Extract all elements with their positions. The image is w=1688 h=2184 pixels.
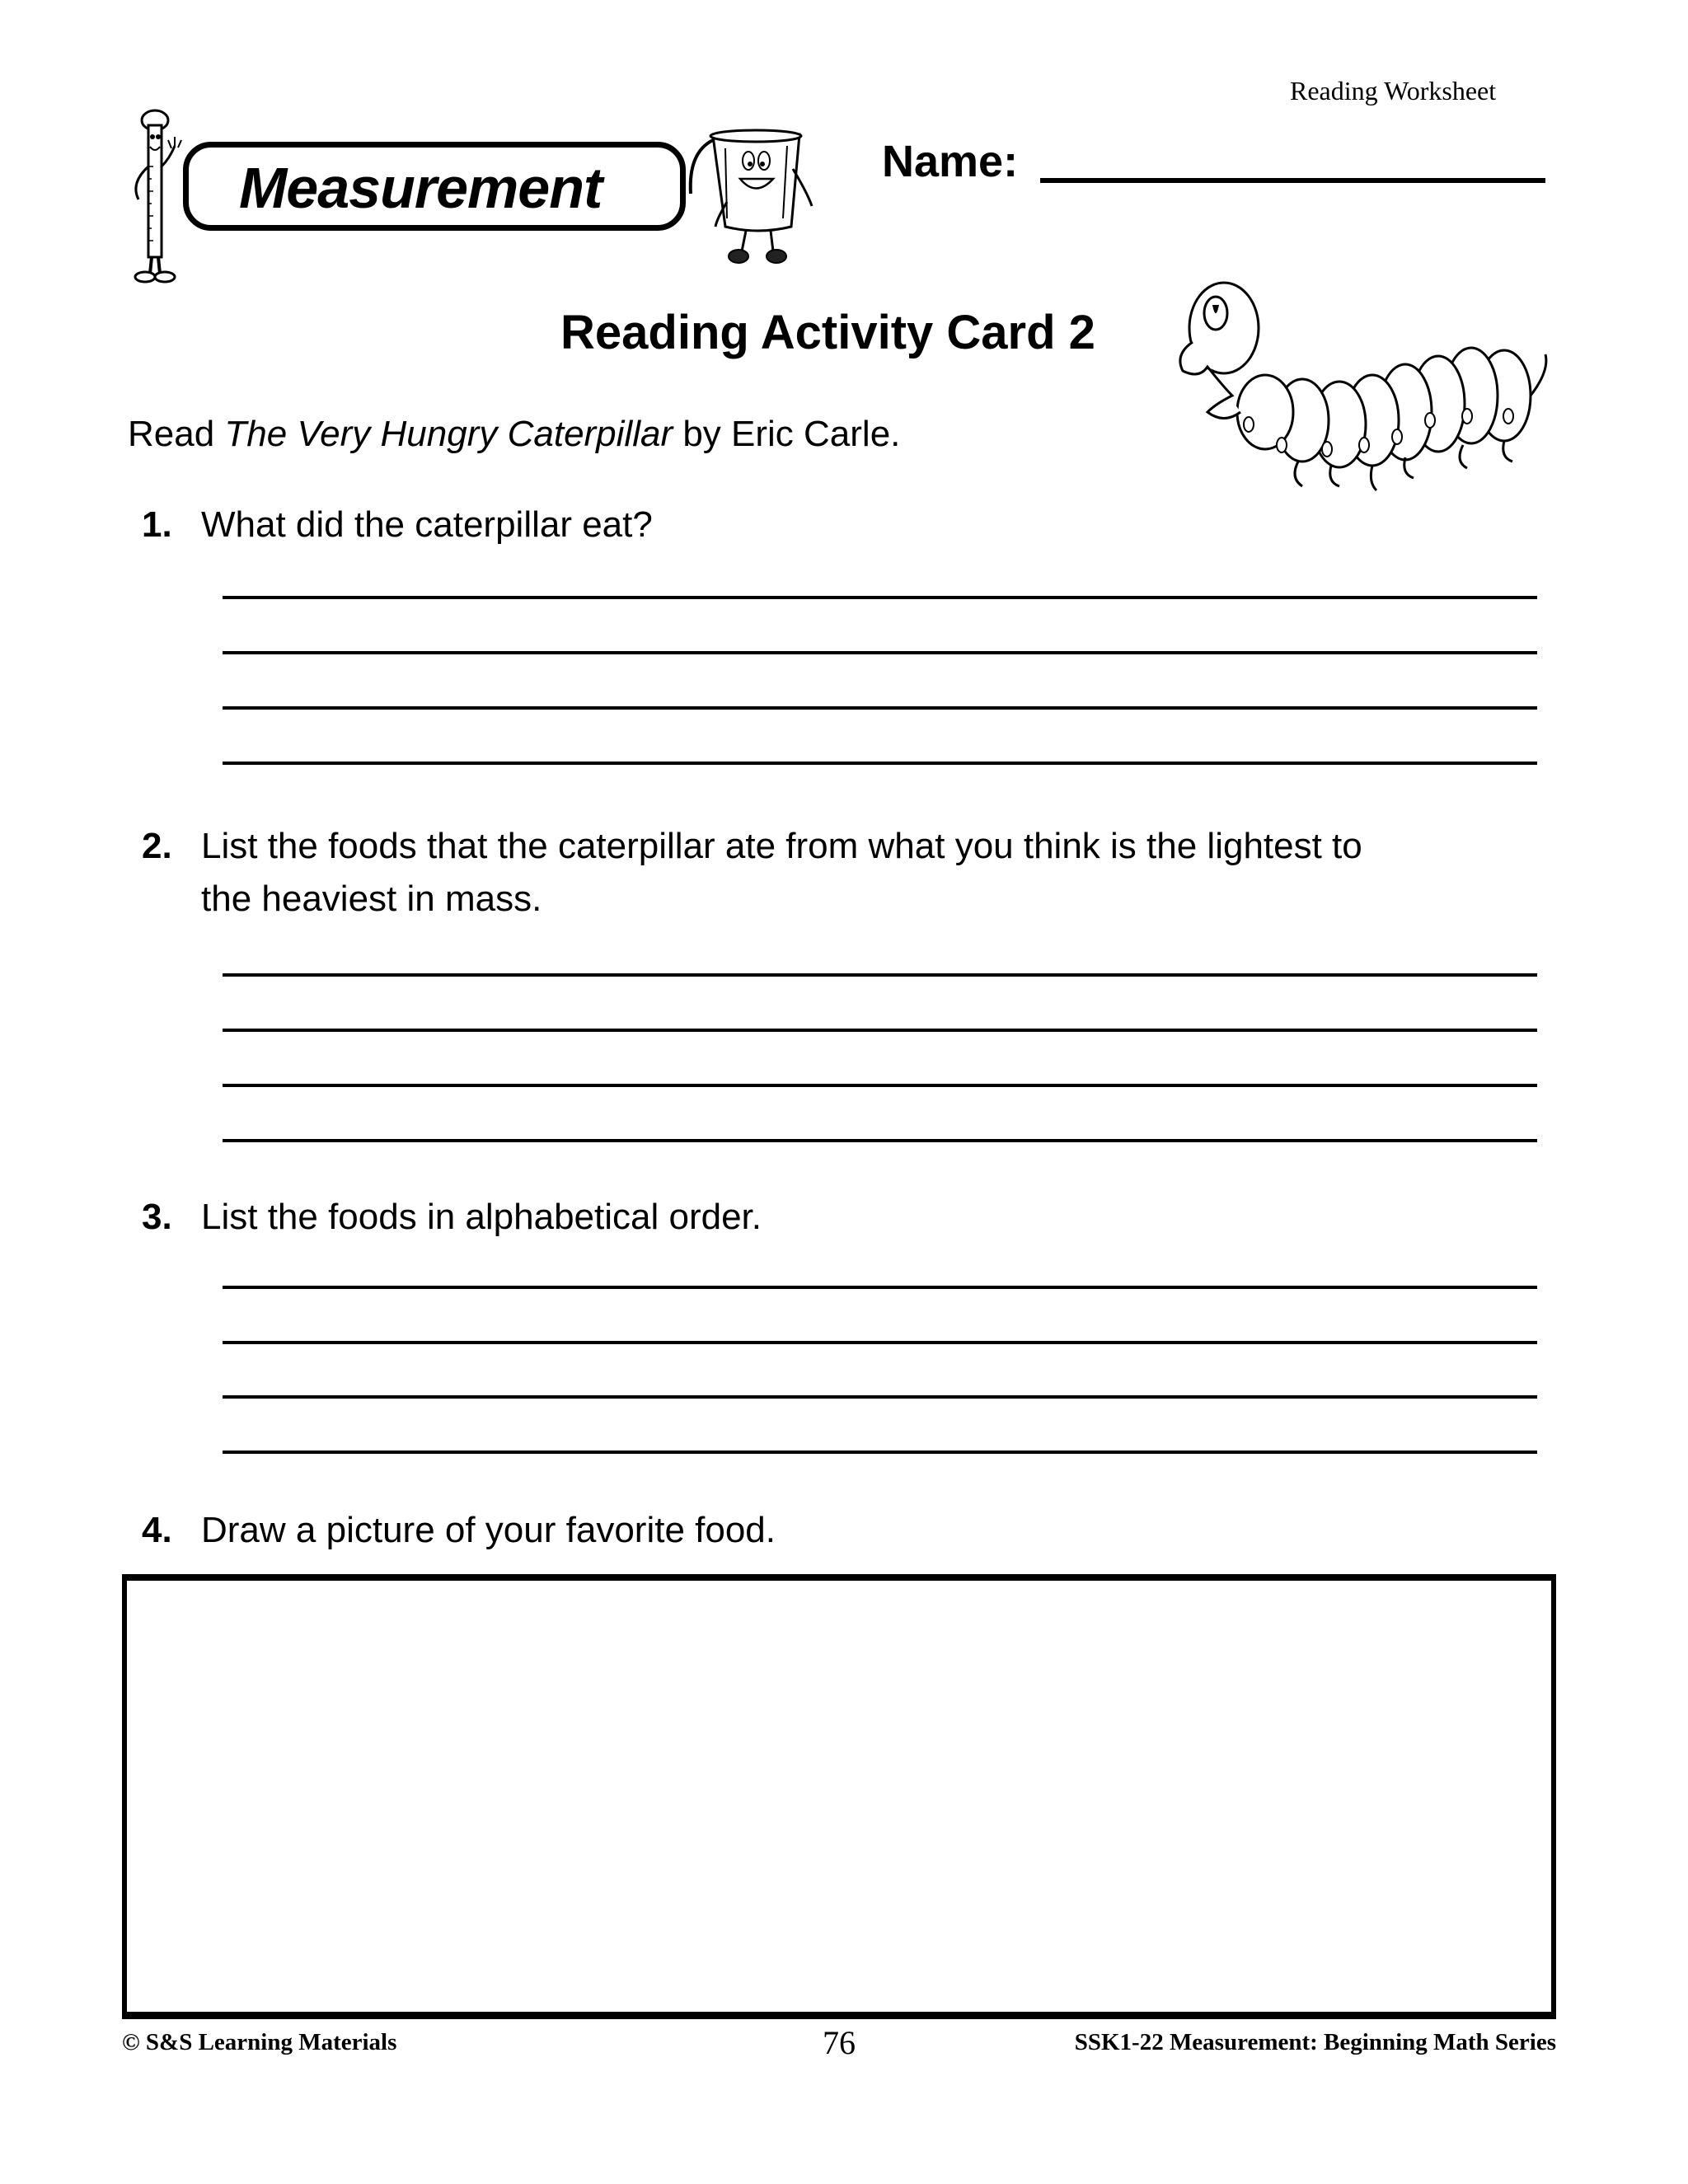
answer-line-q1-4[interactable] [223, 762, 1537, 765]
answer-line-q2-1[interactable] [223, 973, 1537, 977]
question-number: 2. [142, 826, 172, 866]
answer-line-q3-3[interactable] [223, 1395, 1537, 1399]
answer-line-q3-1[interactable] [223, 1286, 1537, 1289]
question-number: 3. [142, 1197, 172, 1237]
answer-line-q2-2[interactable] [223, 1029, 1537, 1032]
intro-instruction [128, 414, 900, 455]
question-2 [142, 826, 1559, 920]
question-text: List the foods in alphabetical order. [201, 1197, 762, 1237]
answer-line-q2-4[interactable] [223, 1139, 1537, 1142]
intro-suffix: by Eric Carle. [673, 414, 901, 454]
measuring-cup-character-icon [676, 128, 832, 272]
footer-series: SSK1-22 Measurement: Beginning Math Series [1074, 2029, 1556, 2055]
book-title: The Very Hungry Caterpillar [224, 414, 673, 454]
question-number: 4. [142, 1510, 172, 1550]
question-text-continued: the heaviest in mass. [201, 879, 542, 919]
answer-line-q1-3[interactable] [223, 706, 1537, 710]
answer-line-q1-2[interactable] [223, 651, 1537, 654]
caterpillar-icon [1158, 280, 1562, 503]
ruler-character-icon [124, 109, 190, 286]
footer-copyright: © S&S Learning Materials [122, 2029, 397, 2055]
name-input-line[interactable] [1040, 178, 1545, 183]
answer-line-q3-2[interactable] [223, 1341, 1537, 1344]
answer-line-q2-3[interactable] [223, 1084, 1537, 1087]
question-4 [142, 1510, 776, 1551]
question-text: List the foods that the caterpillar ate from what you think is the lightest to [201, 826, 1362, 866]
page-number: 76 [823, 2024, 856, 2061]
question-1 [142, 504, 653, 546]
question-number: 1. [142, 504, 172, 545]
question-text: What did the caterpillar eat? [201, 504, 653, 545]
answer-line-q3-4[interactable] [223, 1451, 1537, 1454]
answer-line-q1-1[interactable] [223, 596, 1537, 599]
worksheet-type-label: Reading Worksheet [1290, 76, 1497, 105]
page-title: Reading Activity Card 2 [560, 306, 1095, 359]
name-label: Name: [882, 137, 1019, 186]
question-text: Draw a picture of your favorite food. [201, 1510, 776, 1550]
question-3 [142, 1197, 762, 1238]
drawing-box[interactable] [122, 1574, 1556, 2019]
intro-prefix: Read [128, 414, 225, 454]
banner-title: Measurement [239, 156, 603, 220]
